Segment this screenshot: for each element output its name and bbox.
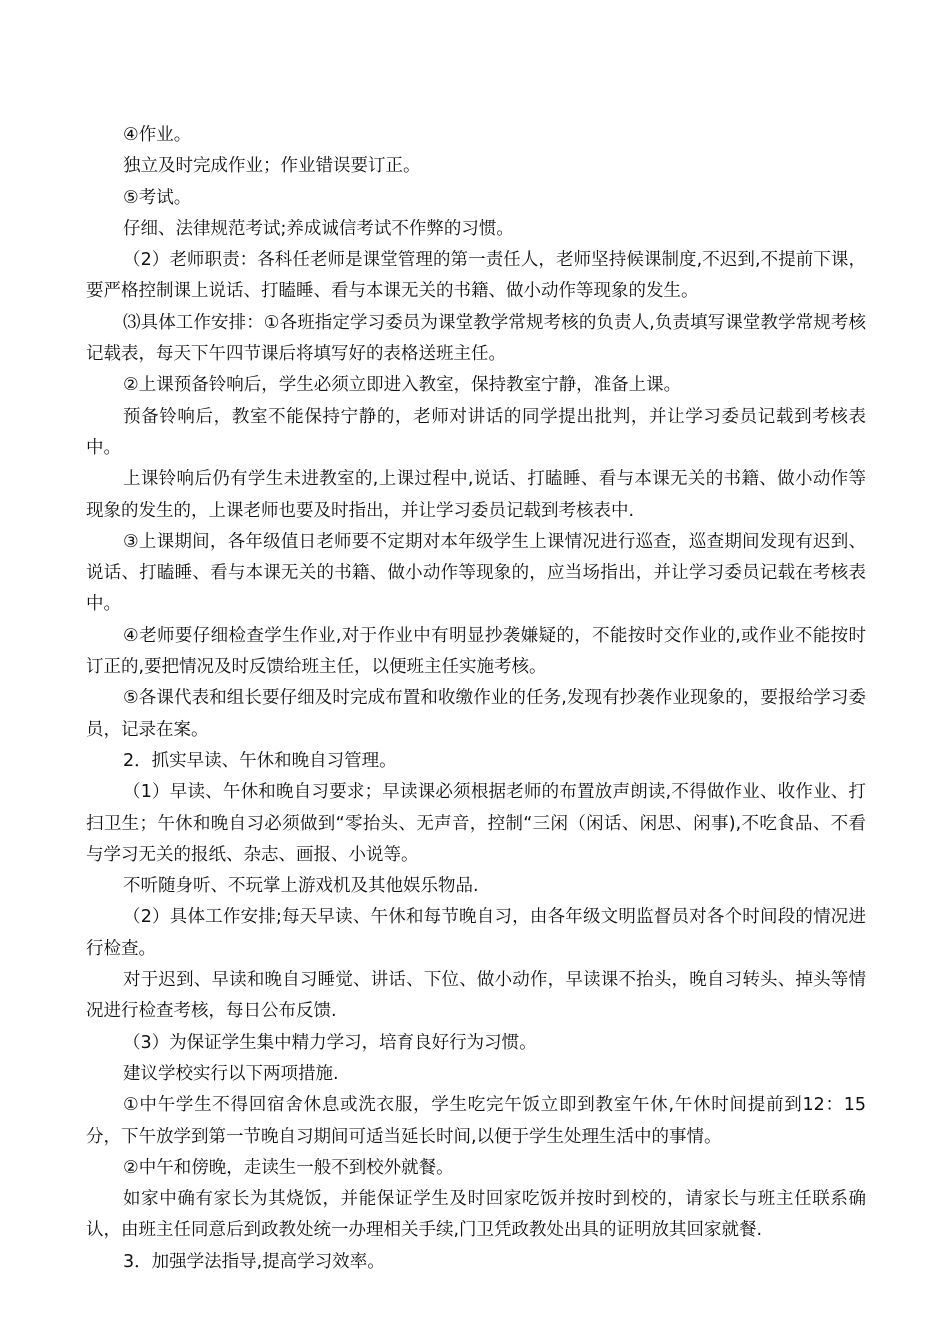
paragraph-homework-rule: 独立及时完成作业；作业错误要订正。 bbox=[123, 156, 421, 177]
paragraph-inspection-arrangement: （2）具体工作安排;每天早读、午休和每节晚自习，由各年级文明监督员对各个时间段的情况进行检查。 bbox=[86, 907, 866, 959]
paragraph-day-student-meals: ②中午和傍晚，走读生一般不到校外就餐。 bbox=[123, 1157, 454, 1178]
paragraph-homework-heading: ④作业。 bbox=[123, 125, 192, 145]
paragraph-bell-discipline: 预备铃响后，教室不能保持宁静的，老师对讲话的同学提出批判，并让学习委员记载到考核表中。 bbox=[86, 406, 866, 458]
paragraph-focus-goal: （3）为保证学生集中精力学习，培育良好行为习惯。 bbox=[123, 1032, 537, 1053]
paragraph-exam-heading: ⑤考试。 bbox=[123, 187, 192, 208]
paragraph-exam-rule: 仔细、法律规范考试;养成诚信考试不作弊的习惯。 bbox=[123, 218, 514, 239]
paragraph-homework-check: ④老师要仔细检查学生作业,对于作业中有明显抄袭嫌疑的，不能按时交作业的,或作业不能按时订正的,要把情况及时反馈给班主任，以便班主任实施考核。 bbox=[86, 625, 866, 678]
paragraph-noon-rest: ①中午学生不得回宿舍休息或洗衣服，学生吃完午饭立即到教室午休,午休时间提前到12：15分，下午放学到第一节晚自习期间可适当延长时间,以便于学生处理生活中的事情。 bbox=[86, 1095, 866, 1147]
paragraph-study-requirements: （1）早读、午休和晚自习要求；早读课必须根据老师的布置放声朗读,不得做作业、收作业、打扫卫生；午休和晚自习必须做到“零抬头、无声音，控制“三闲（闲话、闲思、闲事),不吃食品、不看与学习无关的报纸、杂志、画报、小说等。 bbox=[86, 782, 866, 865]
paragraph-class-bell: 上课铃响后仍有学生未进教室的,上课过程中,说话、打瞌睡、看与本课无关的书籍、做小动作等现象的发生的，上课老师也要及时指出，并让学习委员记载到考核表中. bbox=[86, 469, 866, 521]
paragraph-inspection-items: 对于迟到、早读和晚自习睡觉、讲话、下位、做小动作，早读课不抬头，晚自习转头、掉头等情况进行检查考核，每日公布反馈. bbox=[86, 970, 866, 1022]
paragraph-class-patrol: ③上课期间，各年级值日老师要不定期对本年级学生上课情况进行巡查，巡查期间发现有迟到、说话、打瞌睡、看与本课无关的书籍、做小动作等现象的，应当场指出，并让学习委员记载在考核表中。 bbox=[86, 531, 866, 615]
paragraph-home-meal-procedure: 如家中确有家长为其烧饭，并能保证学生及时回家吃饭并按时到校的，请家长与班主任联系确认，由班主任同意后到政教处统一办理相关手续,门卫凭政教处出具的证明放其回家就餐. bbox=[86, 1189, 866, 1241]
paragraph-entertainment-ban: 不听随身听、不玩掌上游戏机及其他娱乐物品. bbox=[123, 876, 479, 897]
document-body bbox=[86, 120, 866, 1278]
paragraph-work-arrangement: ⑶具体工作安排：①各班指定学习委员为课堂教学常规考核的负责人,负责填写课堂教学常规考核记载表，每天下午四节课后将填写好的表格送班主任。 bbox=[86, 312, 866, 365]
paragraph-teacher-duty: （2）老师职责：各科任老师是课堂管理的第一责任人，老师坚持候课制度,不迟到,不提前下课，要严格控制课上说话、打瞌睡、看与本课无关的书籍、做小动作等现象的发生。 bbox=[86, 250, 866, 302]
paragraph-measures-intro: 建议学校实行以下两项措施. bbox=[123, 1063, 339, 1084]
paragraph-preparation-bell: ②上课预备铃响后，学生必须立即进入教室，保持教室宁静，准备上课。 bbox=[123, 375, 682, 396]
section-heading-study-management: 2．抓实早读、午休和晚自习管理。 bbox=[123, 750, 397, 771]
section-heading-study-methods: 3．加强学法指导,提高学习效率。 bbox=[123, 1251, 385, 1272]
paragraph-homework-collection: ⑤各课代表和组长要仔细及时完成布置和收缴作业的任务,发现有抄袭作业现象的，要报给学习委员，记录在案。 bbox=[86, 688, 866, 740]
